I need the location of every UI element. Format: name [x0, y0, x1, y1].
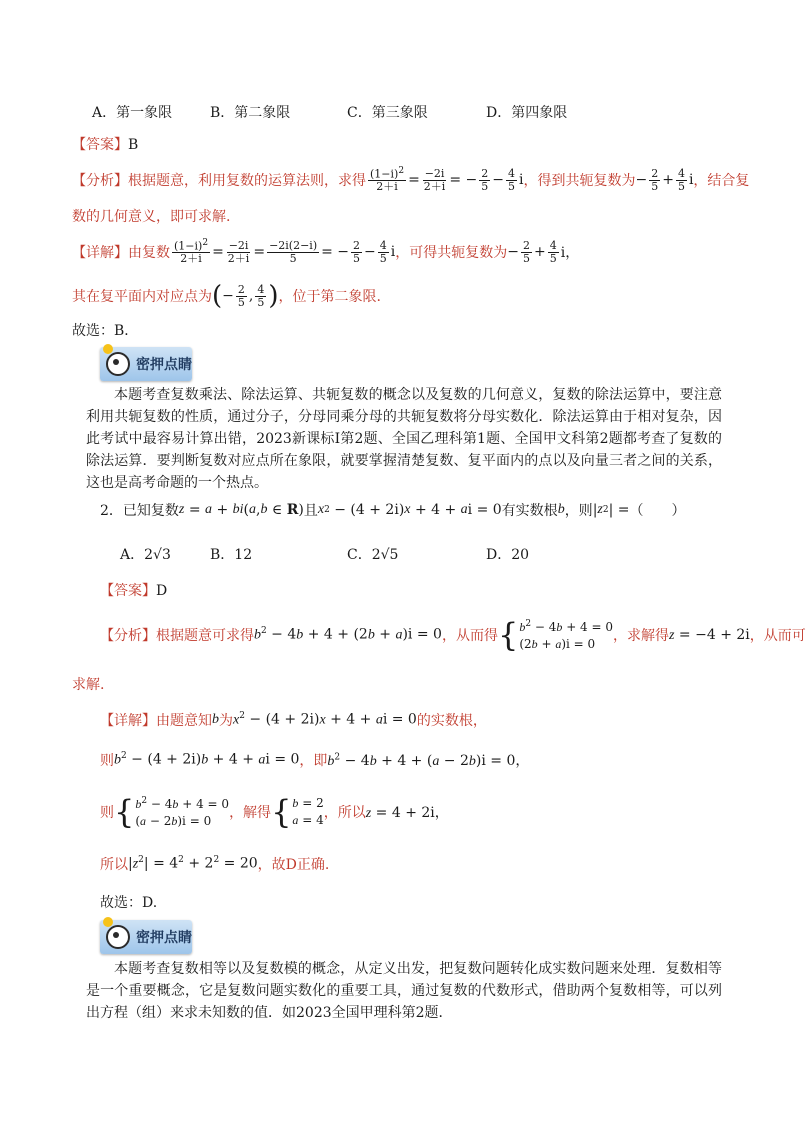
detail-text: 其在复平面内对应点为 [72, 289, 212, 305]
q1-detail-line2: 其在复平面内对应点为 ( − $\frac{2}{5}$ , $\frac{4}{5}$ ) ，位于第二象限. [72, 281, 381, 311]
math-fraction: $\frac{2}{5}$ [523, 238, 530, 265]
badge-label: 密押点睛 [136, 357, 192, 373]
math-fraction: $\frac{4}{5}$ [379, 238, 387, 265]
stem-text: ，则 [564, 503, 593, 519]
q2-detail-line3: 则 { $b^2 - 4b + 4 = 0$ (a − 2b)i = 0 ，解得 { b = 2 a = 4 ，所以 z = 4 + 2i， [100, 793, 449, 831]
detail-text: ，解得 [229, 805, 272, 821]
math-fraction: $\frac{2}{5}$ [353, 238, 361, 265]
q2-detail-line1: 【详解】 由题意知 b 为 $x^2 - (4 + 2i)x + 4$ + ai = 0 的实数根， [100, 711, 487, 729]
q2-answer [100, 580, 167, 600]
q2-detail-line2: 则 $b^2 - (4 + 2i)b + 4$ + ai = 0 ，即 $b^2 - 4b + 4 + (a - 2b)i = 0$， [100, 751, 530, 769]
stem-text: 且 [303, 503, 318, 519]
math-fraction: $\frac{4}{5}$ [257, 282, 265, 309]
analysis-text: ，求解得 [613, 628, 670, 644]
analysis-text: ，结合复 [693, 173, 750, 189]
q1-option-b: B．第二象限 [210, 105, 291, 121]
q1-option-d: D．第四象限 [486, 105, 568, 121]
detail-text: 为 [219, 713, 233, 729]
analysis-tag: 【分析】 [100, 628, 156, 644]
q2-option-a: A．2√3 [120, 547, 171, 563]
math-system: { $b^2 - 4b + 4 = 0$ (2b + a)i = 0 [497, 616, 614, 654]
q2-option-b: B．12 [210, 547, 253, 563]
detail-text: ，所以 [323, 805, 366, 821]
q1-conclusion: 故选：B． [72, 323, 139, 339]
math-system: { b = 2 a = 4 [271, 793, 324, 831]
analysis-text: 根据题意可求得 [156, 628, 254, 644]
detail-text: ，位于第二象限. [278, 289, 381, 305]
detail-tag: 【详解】 [72, 245, 128, 261]
analysis-text: ，从而可 [749, 628, 806, 644]
q2-conclusion: 故选：D. [100, 895, 158, 911]
analysis-text: ，从而得 [441, 628, 498, 644]
q1-answer [72, 134, 138, 154]
q2-analysis-line2: 求解. [72, 677, 105, 693]
target-icon [106, 925, 130, 949]
analysis-tag: 【分析】 [72, 173, 128, 189]
q2-option-d: D．20 [486, 547, 530, 563]
q2-note: 本题考查复数相等以及复数模的概念，从定义出发，把复数问题转化成实数问题来处理．复数相等是一个重要概念，它是复数问题实数化的重要工具，通过复数的代数形式，借助两个复数相等，可以列出方程（组）来求未知数的值．如2023全国甲理科第2题． [86, 961, 722, 1021]
q1-note: 本题考查复数乘法、除法运算、共轭复数的概念以及复数的几何意义，复数的除法运算中，要注意利用共轭复数的性质，通过分子，分母同乘分母的共轭复数将分母实数化．除法运算由于相对复杂，因此考试中最容易计算出错，2023新课标Ⅰ第2题、全国乙理科第1题、全国甲文科第2题都考查了复数的除法运算．要判断复数对应点所在象限，就要掌握清楚复数、复平面内的点以及向量三者之间的关系，这也是高考命题的一个热点。 [86, 387, 722, 491]
detail-text: 由题意知 [156, 713, 212, 729]
detail-text: 则 [100, 753, 114, 769]
q2-analysis: 【分析】 根据题意可求得 $b^2 - 4b + 4 + (2b + a)i = 0$ ，从而得 { $b^2 - 4b + 4 = 0$ (2b + a)i = 0 ，求解得 z = −4 + 2i ，从而可 [100, 616, 806, 654]
q2-stem: 2．已知复数 z = a + bi ( a , b ∈ R ) 且 x 2 − (4 + 2i) x + 4 + a i = 0 有实数根 b ，则 | z 2 | = （ ） [100, 502, 686, 519]
math-fraction: $\frac{-2i}{2+i}$ [227, 238, 250, 265]
answer-tag: 【答案】 [72, 137, 128, 153]
math-fraction: $\frac{4}{5}$ [677, 166, 685, 193]
q1-detail: 【详解】 由复数 $\frac{(1-i)^2}{2+i}$ = $\frac{-2i}{2+i}$ = $\frac{-2i(2-i)}{5}$ = − $\frac{2}{5}$ − $\frac{4}{5}$ i ，可得共轭复数为 − $\frac{2}{5}$ + $\frac{4}{5}$ i， [72, 238, 580, 266]
q1-option-a: A．第一象限 [92, 105, 173, 121]
key-point-badge [100, 920, 192, 954]
detail-text: 则 [100, 805, 114, 821]
q1-analysis-line2: 数的几何意义，即可求解. [72, 209, 231, 225]
math-fraction: $\frac{2}{5}$ [651, 166, 659, 193]
target-icon [106, 352, 130, 376]
math-fraction: $\frac{-2i}{2+i}$ [423, 166, 446, 193]
stem-text: 有实数根 [501, 503, 558, 519]
math-fraction: $\frac{(1-i)^2}{2+i}$ [174, 238, 209, 266]
q1-analysis: 【分析】 根据题意，利用复数的运算法则，求得 $\frac{(1-i)^2}{2+i}$ = $\frac{-2i}{2+i}$ = − $\frac{2}{5}$ − $\frac{4}{5}$ i ，得到共轭复数为 − $\frac{2}{5}$ + $\frac{4}{5}$ i ，结合复 [72, 166, 750, 194]
math-fraction: $\frac{2}{5}$ [481, 166, 489, 193]
answer-value: D [156, 583, 168, 599]
stem-text: 2．已知复数 [100, 503, 179, 519]
detail-text: 所以 [100, 857, 128, 873]
answer-value: B [128, 137, 139, 153]
math-fraction: $\frac{4}{5}$ [549, 238, 557, 265]
stem-text: （ ） [629, 503, 686, 519]
q2-detail-line4: 所以 $|z^2| = 4^2 + 2^2 = 20$ ，故D正确. [100, 855, 330, 873]
math-fraction: $\frac{(1-i)^2}{2+i}$ [370, 166, 405, 194]
analysis-text: ，得到共轭复数为 [523, 173, 636, 189]
detail-text: 的实数根， [416, 713, 487, 729]
q2-option-c: C．2√5 [347, 547, 399, 563]
analysis-text: 根据题意，利用复数的运算法则，求得 [128, 173, 366, 189]
math-fraction: $\frac{-2i(2-i)}{5}$ [269, 238, 318, 265]
key-point-badge [100, 347, 192, 381]
math-fraction: $\frac{2}{5}$ [237, 282, 245, 309]
badge-label: 密押点睛 [136, 930, 192, 946]
math-system: { $b^2 - 4b + 4 = 0$ (a − 2b)i = 0 [114, 793, 230, 831]
detail-text: ，故D正确. [257, 857, 330, 873]
detail-tag: 【详解】 [100, 713, 156, 729]
detail-text: ，即 [299, 753, 328, 769]
answer-tag: 【答案】 [100, 583, 156, 599]
math-fraction: $\frac{4}{5}$ [507, 166, 515, 193]
detail-text: ，可得共轭复数为 [395, 245, 508, 261]
detail-text: 由复数 [128, 245, 170, 261]
q1-option-c: C．第三象限 [347, 105, 428, 121]
